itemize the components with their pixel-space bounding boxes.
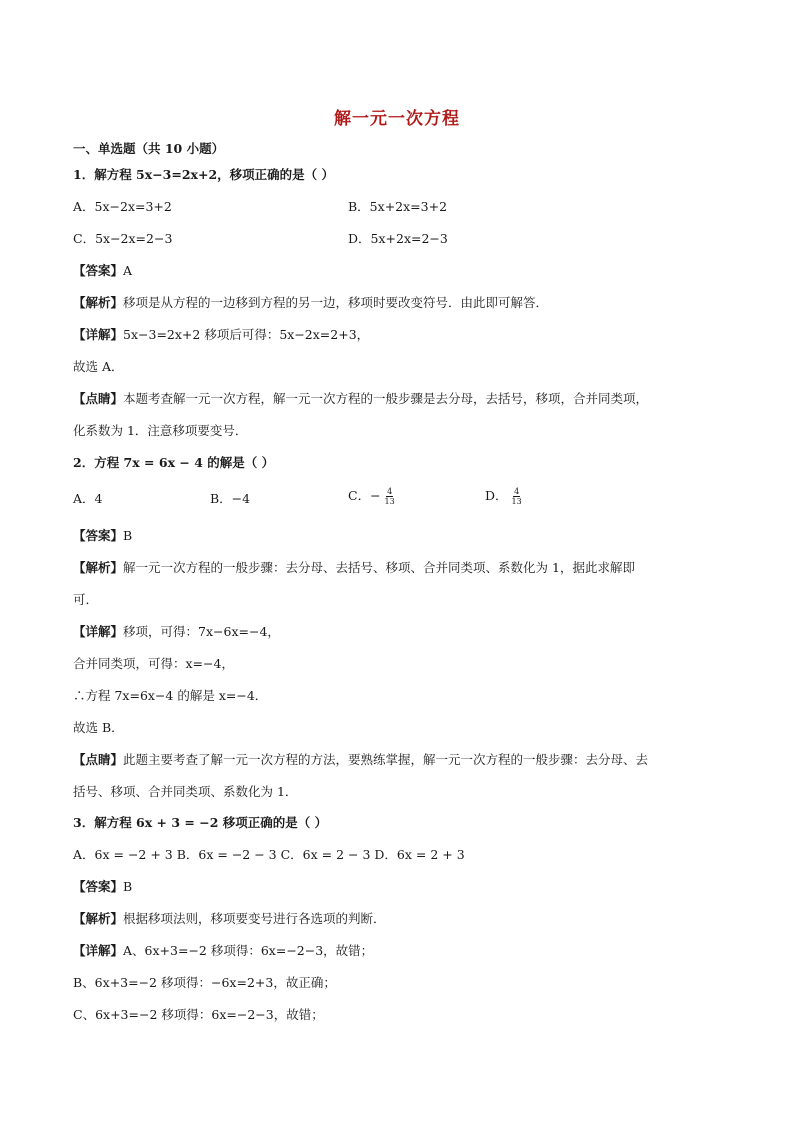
- q2-comment-cont: 括号、移项、合并同类项、系数化为 1．: [73, 784, 298, 799]
- analysis-text: 移项是从方程的一边移到方程的另一边，移项时要改变符号．由此即可解答．: [123, 295, 549, 310]
- q2-analysis-cont: 可．: [73, 592, 99, 607]
- fraction-denominator: 13: [511, 497, 522, 506]
- fraction-numerator: 4: [514, 487, 520, 496]
- q3-detail-2: B、6x+3=−2 移项得：−6x=2+3，故正确；: [73, 975, 336, 990]
- analysis-tag: 【解析】: [73, 295, 124, 310]
- q2-option-d: [485, 487, 522, 506]
- q3-analysis: [73, 911, 386, 927]
- detail-tag: 【详解】: [73, 624, 124, 639]
- question-2-stem: 2．方程 7x = 6x − 4 的解是（ ）: [73, 455, 275, 470]
- comment-text: 此题主要考查了解一元一次方程的方法，要熟练掌握，解一元一次方程的一般步骤：去分母、去: [123, 752, 649, 767]
- detail-text: A、6x+3=−2 移项得：6x=−2−3，故错；: [123, 943, 374, 958]
- answer-value: B: [123, 528, 133, 543]
- q3-detail-3: C、6x+3=−2 移项得：6x=−2−3，故错；: [73, 1007, 324, 1022]
- analysis-text: 根据移项法则，移项要变号进行各选项的判断．: [123, 911, 386, 926]
- q2-choose: 故选 B．: [73, 720, 124, 735]
- q3-options: A．6x = −2 + 3 B．6x = −2 − 3 C．6x = 2 − 3 D．6x = 2 + 3: [73, 847, 465, 862]
- q1-comment: [73, 391, 648, 407]
- analysis-tag: 【解析】: [73, 560, 124, 575]
- fraction: [512, 487, 522, 506]
- comment-tag: 【点睛】: [73, 752, 124, 767]
- q2-detail-3: ∴方程 7x=6x−4 的解是 x=−4．: [73, 688, 268, 703]
- q1-answer: [73, 263, 132, 279]
- answer-tag: 【答案】: [73, 263, 124, 278]
- fraction-denominator: 13: [384, 497, 395, 506]
- q1-analysis: [73, 295, 548, 311]
- analysis-tag: 【解析】: [73, 911, 124, 926]
- fraction: [385, 487, 395, 506]
- q2-analysis: [73, 560, 635, 576]
- answer-value: B: [123, 879, 133, 894]
- q1-choose: 故选 A．: [73, 359, 124, 374]
- q2-option-a: A．4: [73, 491, 103, 506]
- detail-text: 5x−3=2x+2 移项后可得：5x−2x=2+3，: [123, 327, 370, 342]
- detail-tag: 【详解】: [73, 327, 124, 342]
- answer-tag: 【答案】: [73, 528, 124, 543]
- question-3-stem: 3．解方程 6x + 3 = −2 移项正确的是（ ）: [73, 815, 328, 830]
- q1-option-a: A．5x−2x=3+2: [73, 199, 172, 214]
- q2-option-c: [348, 487, 395, 506]
- detail-tag: 【详解】: [73, 943, 124, 958]
- question-1-stem: 1．解方程 5x−3=2x+2，移项正确的是（ ）: [73, 167, 335, 182]
- q1-option-d: D．5x+2x=2−3: [348, 231, 448, 246]
- fraction-numerator: 4: [387, 487, 393, 496]
- q1-option-b: B．5x+2x=3+2: [348, 199, 448, 214]
- q2-detail: [73, 624, 280, 640]
- q2-comment: [73, 752, 648, 768]
- comment-text: 本题考查解一元一次方程，解一元一次方程的一般步骤是去分母，去括号，移项，合并同类项，: [123, 391, 649, 406]
- q2-option-d-prefix: D．: [485, 488, 508, 503]
- page-title: 解一元一次方程: [334, 109, 460, 129]
- comment-tag: 【点睛】: [73, 391, 124, 406]
- q1-comment-cont: 化系数为 1．注意移项要变号．: [73, 423, 248, 438]
- q3-answer: [73, 879, 132, 895]
- q2-option-c-prefix: C．−: [348, 488, 381, 503]
- answer-tag: 【答案】: [73, 879, 124, 894]
- q3-detail: [73, 943, 373, 959]
- q2-detail-2: 合并同类项，可得：x=−4，: [73, 656, 234, 671]
- q1-option-c: C．5x−2x=2−3: [73, 231, 173, 246]
- detail-text: 移项，可得：7x−6x=−4，: [123, 624, 280, 639]
- q1-detail: [73, 327, 369, 343]
- q2-answer: [73, 528, 132, 544]
- q2-option-b: B．−4: [210, 491, 251, 506]
- analysis-text: 解一元一次方程的一般步骤：去分母、去括号、移项、合并同类项、系数化为 1，据此求解即: [123, 560, 635, 575]
- section-heading: 一、单选题（共 10 小题）: [73, 141, 225, 156]
- answer-value: A: [123, 263, 133, 278]
